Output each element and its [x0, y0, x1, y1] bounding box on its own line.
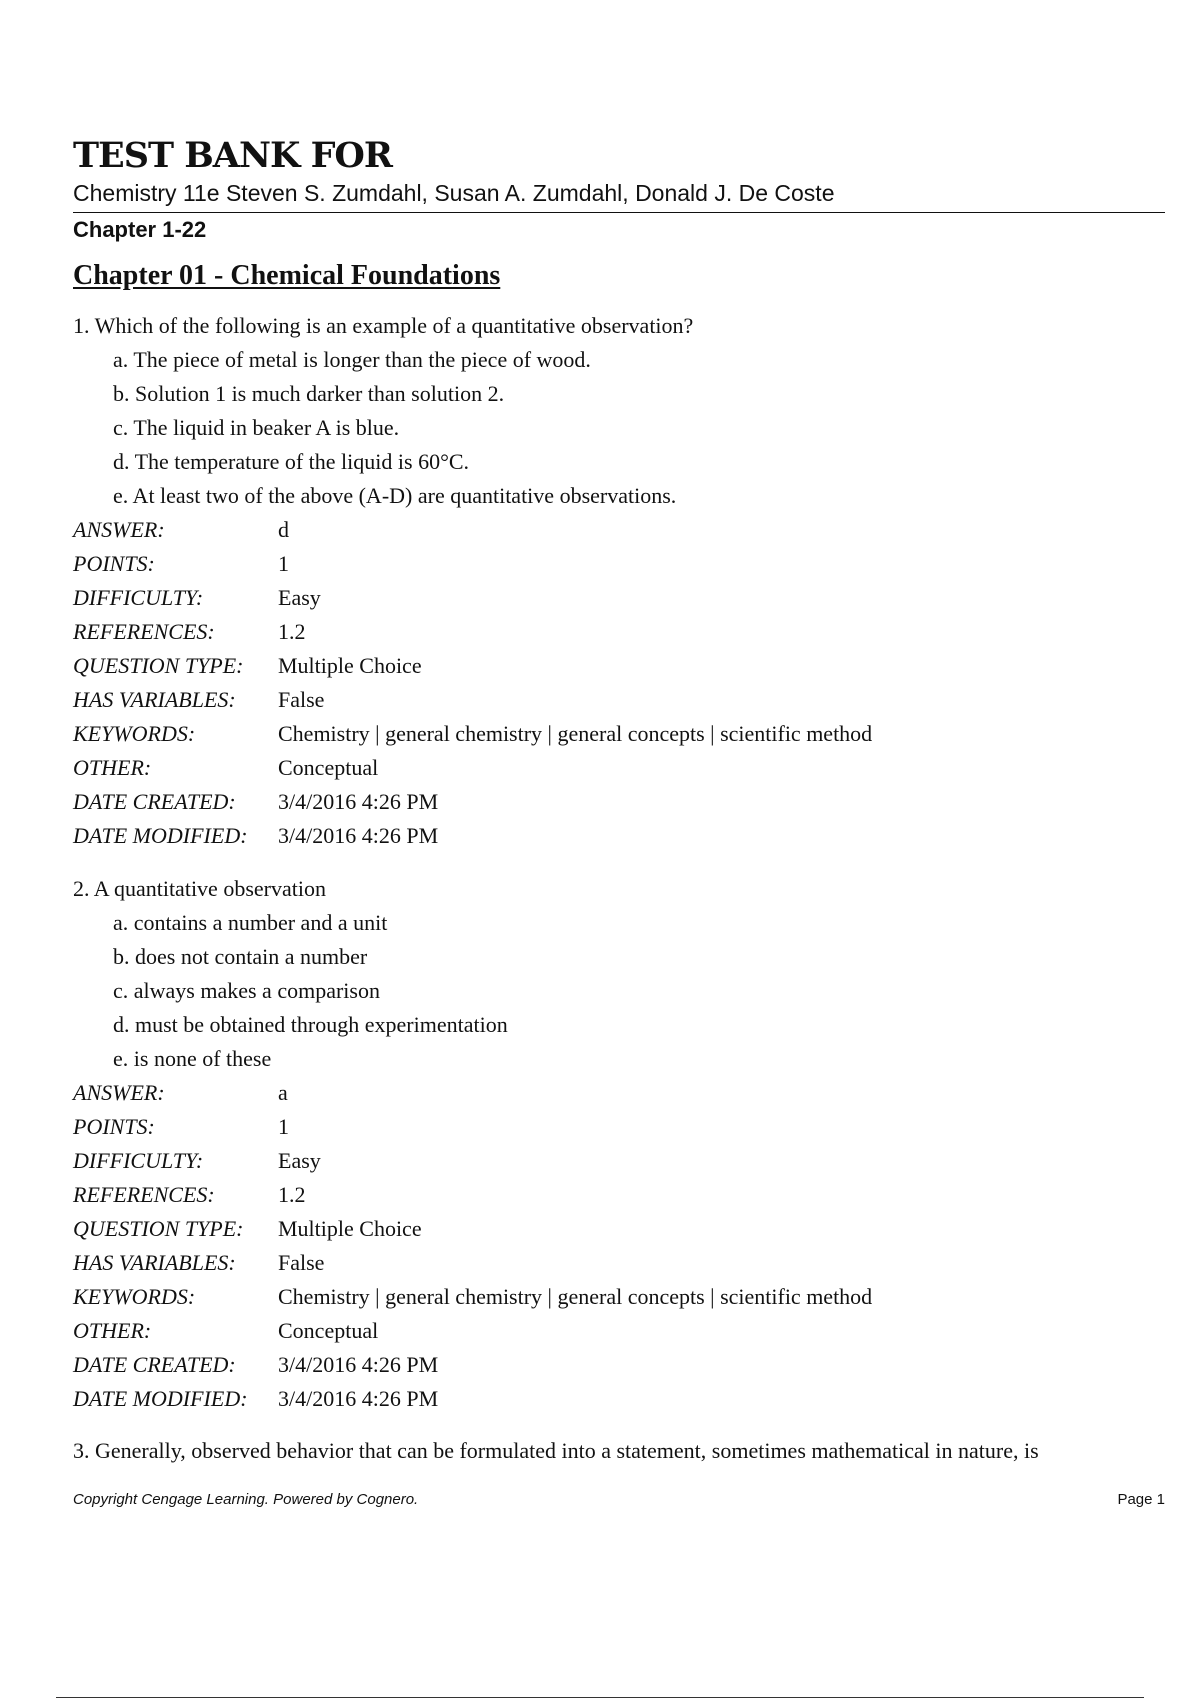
- meta-date-created: [73, 1348, 1165, 1382]
- meta-date-modified: [73, 819, 1165, 853]
- meta-answer: [73, 1076, 1165, 1110]
- meta-has-variables: [73, 1246, 1165, 1280]
- meta-key: DATE MODIFIED:: [73, 823, 248, 848]
- choice-c: c. always makes a comparison: [113, 978, 380, 1003]
- meta-value: False: [278, 1250, 325, 1275]
- meta-key: DIFFICULTY:: [73, 1148, 204, 1173]
- document-page: [73, 0, 1165, 1700]
- meta-key: REFERENCES:: [73, 1182, 215, 1207]
- meta-key: DATE CREATED:: [73, 1352, 236, 1377]
- choice-e: e. is none of these: [113, 1046, 272, 1071]
- question-stem: 3. Generally, observed behavior that can be formulated into a statement, sometimes mathematical in nature, is: [73, 1438, 1039, 1463]
- meta-key: KEYWORDS:: [73, 721, 196, 746]
- book-citation: Chemistry 11e Steven S. Zumdahl, Susan A. Zumdahl, Donald J. De Coste: [73, 180, 835, 206]
- meta-key: QUESTION TYPE:: [73, 1216, 244, 1241]
- choice-d: d. must be obtained through experimentation: [113, 1012, 508, 1037]
- meta-value: Multiple Choice: [278, 1216, 422, 1241]
- meta-value: 1.2: [278, 619, 306, 644]
- choice-a: a. The piece of metal is longer than the piece of wood.: [113, 347, 591, 372]
- chapter-range: Chapter 1-22: [73, 217, 207, 242]
- question-3: [73, 1434, 1165, 1468]
- page-number: Page 1: [1117, 1491, 1165, 1508]
- choice-b: b. Solution 1 is much darker than solution 2.: [113, 381, 505, 406]
- meta-key: ANSWER:: [73, 517, 165, 542]
- meta-key: HAS VARIABLES:: [73, 1250, 236, 1275]
- meta-key: DATE CREATED:: [73, 789, 236, 814]
- meta-key: REFERENCES:: [73, 619, 215, 644]
- choice-a: a. contains a number and a unit: [113, 910, 388, 935]
- meta-other: [73, 1314, 1165, 1348]
- meta-has-variables: [73, 683, 1165, 717]
- meta-question-type: [73, 1212, 1165, 1246]
- meta-question-type: [73, 649, 1165, 683]
- question-stem: 1. Which of the following is an example of a quantitative observation?: [73, 313, 694, 338]
- meta-value: 3/4/2016 4:26 PM: [278, 789, 439, 814]
- meta-difficulty: [73, 1144, 1165, 1178]
- meta-difficulty: [73, 581, 1165, 615]
- meta-key: HAS VARIABLES:: [73, 687, 236, 712]
- meta-value: Conceptual: [278, 755, 379, 780]
- meta-date-created: [73, 785, 1165, 819]
- chapter-heading: Chapter 01 - Chemical Foundations: [73, 260, 501, 291]
- meta-keywords: [73, 1280, 1165, 1314]
- choice-list: [73, 906, 1165, 1076]
- question-metadata: [73, 1076, 1165, 1416]
- meta-keywords: [73, 717, 1165, 751]
- meta-points: [73, 1110, 1165, 1144]
- choice-b: b. does not contain a number: [113, 944, 368, 969]
- choice-d: d. The temperature of the liquid is 60°C.: [113, 449, 470, 474]
- meta-key: OTHER:: [73, 1318, 152, 1343]
- question-2: [73, 872, 1165, 1416]
- question-stem: 2. A quantitative observation: [73, 876, 326, 901]
- meta-key: POINTS:: [73, 1114, 155, 1139]
- meta-date-modified: [73, 1382, 1165, 1416]
- bottom-divider: [56, 1697, 1144, 1698]
- meta-key: KEYWORDS:: [73, 1284, 196, 1309]
- header-divider: [73, 212, 1165, 213]
- question-metadata: [73, 513, 1165, 853]
- copyright-footer: Copyright Cengage Learning. Powered by Cognero.: [73, 1491, 419, 1508]
- meta-value: Easy: [278, 1148, 321, 1173]
- meta-value: Conceptual: [278, 1318, 379, 1343]
- meta-value: False: [278, 687, 325, 712]
- meta-value: 1.2: [278, 1182, 306, 1207]
- test-bank-title: TEST BANK FOR: [73, 135, 392, 176]
- choice-list: [73, 343, 1165, 513]
- meta-other: [73, 751, 1165, 785]
- meta-answer: [73, 513, 1165, 547]
- meta-value: d: [278, 517, 289, 542]
- meta-value: a: [278, 1080, 288, 1105]
- meta-points: [73, 547, 1165, 581]
- meta-key: QUESTION TYPE:: [73, 653, 244, 678]
- choice-e: e. At least two of the above (A-D) are quantitative observations.: [113, 483, 677, 508]
- meta-references: [73, 1178, 1165, 1212]
- meta-references: [73, 615, 1165, 649]
- meta-value: Chemistry | general chemistry | general concepts | scientific method: [278, 1284, 873, 1309]
- meta-value: 3/4/2016 4:26 PM: [278, 823, 439, 848]
- meta-key: DIFFICULTY:: [73, 585, 204, 610]
- choice-c: c. The liquid in beaker A is blue.: [113, 415, 400, 440]
- meta-value: 3/4/2016 4:26 PM: [278, 1352, 439, 1377]
- meta-value: 3/4/2016 4:26 PM: [278, 1386, 439, 1411]
- meta-value: 1: [278, 1114, 289, 1139]
- meta-key: POINTS:: [73, 551, 155, 576]
- meta-value: 1: [278, 551, 289, 576]
- meta-value: Easy: [278, 585, 321, 610]
- meta-key: DATE MODIFIED:: [73, 1386, 248, 1411]
- meta-key: OTHER:: [73, 755, 152, 780]
- question-1: [73, 309, 1165, 853]
- meta-value: Chemistry | general chemistry | general concepts | scientific method: [278, 721, 873, 746]
- meta-key: ANSWER:: [73, 1080, 165, 1105]
- meta-value: Multiple Choice: [278, 653, 422, 678]
